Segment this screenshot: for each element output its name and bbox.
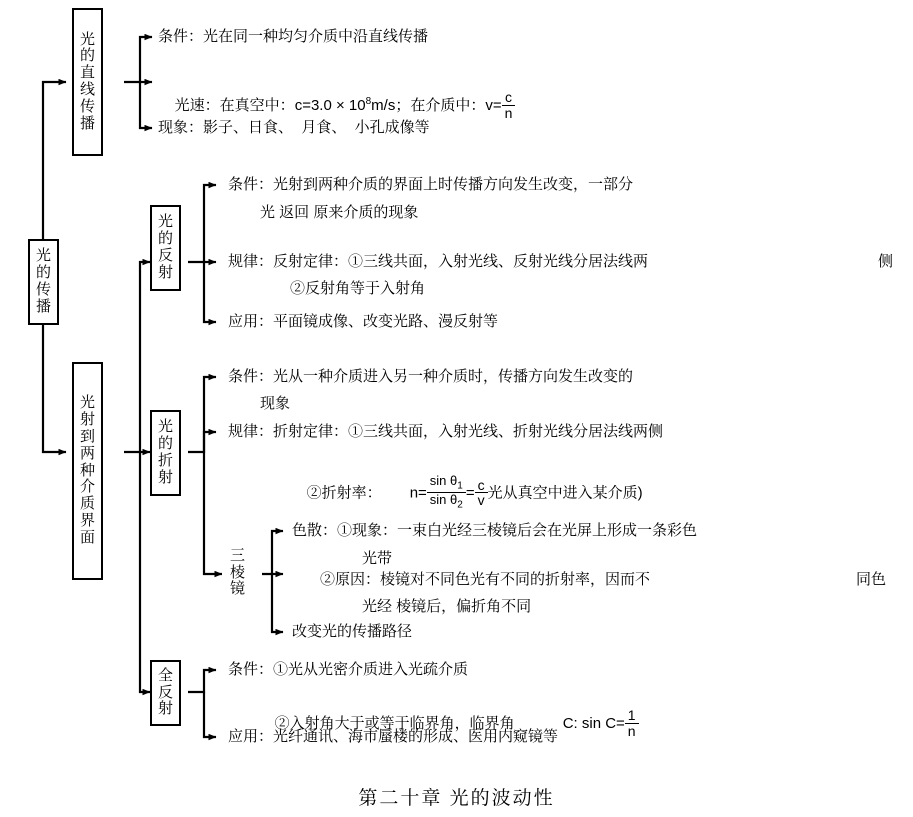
text-total-condition-line2-body: ②入射角大于或等于临界角，临界角 (274, 715, 515, 733)
fraction-one-over-n (625, 708, 639, 738)
text-straight-condition: 条件：光在同一种均匀介质中沿直线传播 (158, 28, 429, 45)
text-straight-phenomenon: 现象：影子、日食、 月食、 小孔成像等 (158, 119, 430, 136)
text-total-formula: C: sin C= (562, 715, 625, 733)
node-two-media-interface-label: 光射到两种介质界面 (80, 394, 96, 546)
text-reflection-application: 应用：平面镜成像、改变光路、漫反射等 (228, 313, 499, 330)
text-refraction-n-equals: n= (409, 484, 427, 502)
fraction-c-over-v (475, 478, 488, 508)
text-straight-speed-value: c=3.0 × 10 (294, 97, 366, 115)
text-refraction-tail: 光从真空中进入某介质) (487, 484, 643, 502)
node-straight-propagation-label: 光的直线传播 (80, 30, 96, 132)
text-reflection-law-line2: ②反射角等于入射角 (290, 280, 426, 297)
text-prism-dispersion-line1: 色散：①现象：一束白光经三棱镜后会在光屏上形成一条彩色 (292, 522, 698, 539)
node-prism (222, 530, 253, 616)
text-refraction-condition-line1: 条件：光从一种介质进入另一种介质时，传播方向发生改变的 (228, 368, 634, 385)
node-straight-propagation (72, 8, 103, 156)
fraction-sin-theta1-numerator (427, 474, 466, 493)
node-two-media-interface (72, 362, 103, 580)
text-straight-speed-exponent: 8 (365, 96, 372, 108)
text-prism-cause-line1-tail: 同色 (856, 571, 887, 588)
fraction-one-over-n-denominator: n (627, 722, 636, 739)
text-reflection-condition-line2: 光 返回 原来介质的现象 (260, 204, 419, 221)
fraction-c-over-n-denominator: n (504, 104, 513, 121)
node-reflection (150, 205, 181, 291)
sin-theta2-text: sin θ (429, 492, 458, 508)
sin-theta2-subscript: 2 (457, 499, 463, 511)
text-straight-speed-mid: ；在介质中： (395, 97, 486, 115)
text-prism-dispersion-line2: 光带 (362, 550, 393, 567)
node-root (28, 239, 59, 325)
node-root-label: 光的传播 (36, 247, 52, 315)
text-total-condition-line1: 条件：①光从光密介质进入光疏介质 (228, 661, 469, 678)
fraction-sin-theta2-denominator (427, 493, 466, 511)
node-total-reflection-label: 全反射 (158, 666, 174, 718)
node-total-reflection (150, 660, 181, 726)
text-prism-cause-line1: ②原因：棱镜对不同色光有不同的折射率，因而不 (320, 571, 651, 588)
diagram-caption: 第二十章 光的波动性 (358, 788, 555, 809)
text-straight-speed-prefix: 光速：在真空中： (174, 97, 295, 115)
text-straight-speed-unit: m/s (371, 97, 396, 115)
text-reflection-law-line1: 规律：反射定律：①三线共面，入射光线、反射光线分居法线两 (228, 253, 649, 270)
fraction-c-over-n-numerator: c (502, 90, 516, 106)
text-reflection-condition-line1: 条件：光射到两种介质的界面上时传播方向发生改变，一部分 (228, 176, 634, 193)
fraction-c-over-n (502, 90, 516, 120)
sin-theta1-subscript: 1 (457, 480, 463, 492)
text-refraction-law-line1: 规律：折射定律：①三线共面，入射光线、折射光线分居法线两侧 (228, 423, 664, 440)
text-straight-speed-v: v= (485, 97, 502, 115)
node-refraction-label: 光的折射 (158, 418, 174, 486)
text-refraction-equals: = (465, 484, 475, 502)
node-refraction (150, 410, 181, 496)
text-prism-change-path: 改变光的传播路径 (292, 623, 413, 640)
node-prism-label: 三棱镜 (230, 546, 246, 598)
fraction-c-over-v-denominator: v (477, 492, 485, 509)
fraction-sin-theta1-over-sin-theta2 (427, 474, 466, 511)
node-reflection-label: 光的反射 (158, 213, 174, 281)
sin-theta1-text: sin θ (429, 473, 458, 489)
text-reflection-law-line1-tail: 侧 (878, 253, 894, 270)
text-total-application: 应用：光纤通讯、海市蜃楼的形成、医用内窥镜等 (228, 728, 559, 745)
fraction-one-over-n-numerator: 1 (625, 708, 639, 724)
text-prism-cause-line2: 光经 棱镜后，偏折角不同 (362, 598, 532, 615)
text-total-condition-line2 (258, 689, 639, 760)
fraction-c-over-v-numerator: c (475, 478, 488, 494)
text-refraction-condition-line2: 现象 (260, 395, 291, 412)
text-refraction-index-prefix: ②折射率： (306, 484, 382, 502)
